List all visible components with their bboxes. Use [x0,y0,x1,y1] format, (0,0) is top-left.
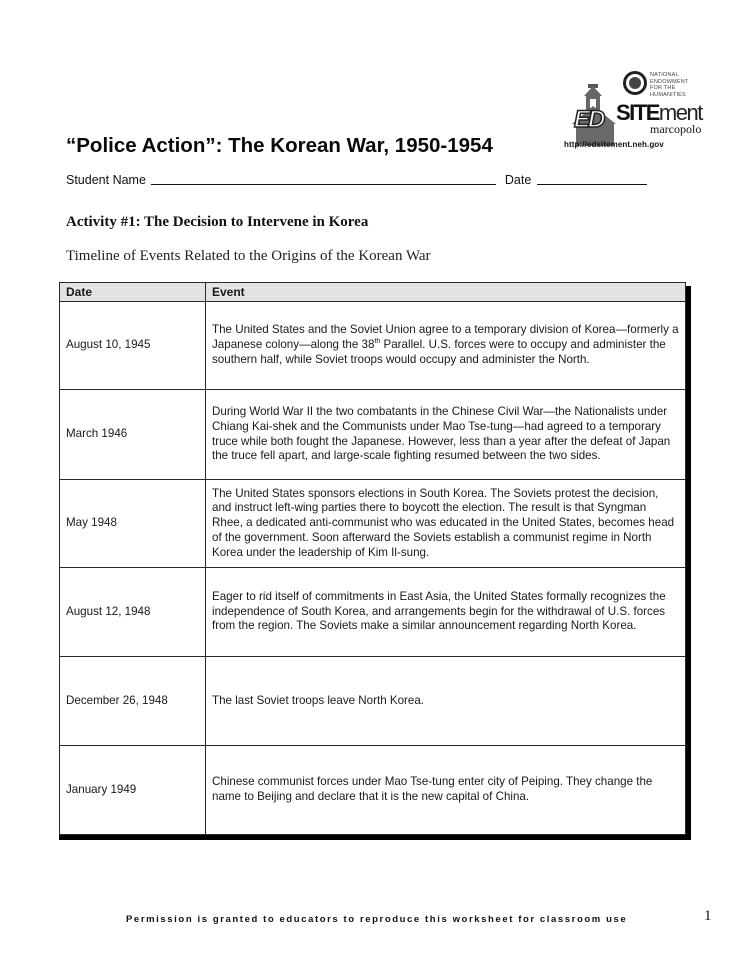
row-date: January 1949 [60,746,206,835]
row-event [206,302,686,390]
row-event: Eager to rid itself of commitments in East Asia, the United States formally recognizes the independence of South Korea, and arrangements begin for the withdrawal of U.S. forces from the region. The Soviets make a similar announcement regarding North Korea. [206,568,686,657]
activity-heading: Activity #1: The Decision to Intervene in Korea [66,214,369,230]
timeline-subheading: Timeline of Events Related to the Origins of the Korean War [66,248,431,264]
student-info-line [66,172,647,187]
ordinal-suffix: th [374,338,381,346]
brand-site: SITE [616,100,659,125]
table-header-row [60,283,686,302]
column-header-event: Event [206,283,686,302]
table-shadow-right [686,286,691,840]
brand-marcopolo: marcopolo [650,122,702,136]
org-line: FOR THE [650,85,676,91]
table-row [60,302,686,390]
row-date: May 1948 [60,480,206,568]
org-line: HUMANITIES [650,91,686,98]
row-date: March 1946 [60,390,206,480]
row-event: The last Soviet troops leave North Korea. [206,657,686,746]
page-number: 1 [704,908,712,924]
neh-seal-icon [622,70,648,96]
row-event: The United States sponsors elections in South Korea. The Soviets protest the decision, and instruct left-wing parties there to boycott the election. The result is that Syngman Rhee, a dedicated anti-communist who was educated in the United States, becomes head of the government. Soon afterward the Soviets establish a communist regime in North Korea under the leadership of Kim Il-sung. [206,480,686,568]
org-line: NATIONAL [650,72,679,78]
student-name-label: Student Name [66,173,146,187]
date-field[interactable] [537,172,647,185]
table-row [60,657,686,746]
permission-notice: Permission is granted to educators to reproduce this worksheet for classroom use [126,914,628,925]
org-line: ENDOWMENT [650,78,689,85]
table-row [60,746,686,835]
table-shadow-bottom [59,835,691,840]
brand-ed: ED [574,106,604,133]
date-label: Date [504,173,532,187]
timeline-table [59,282,686,835]
row-date: December 26, 1948 [60,657,206,746]
student-name-field[interactable] [151,172,496,185]
table-row [60,390,686,480]
site-url[interactable]: http://edsitement.neh.gov [564,140,664,149]
column-header-date: Date [60,283,206,302]
edsitement-logo [566,64,716,154]
row-event: During World War II the two combatants in the Chinese Civil War—the Nationalists under Chiang Kai-shek and the Communists under Mao Tse-tung—had agreed to a temporary truce while both fought the Japanese. However, less than a year after the defeat of Japan the truce fell apart, and large-scale fighting resumed between the two sides. [206,390,686,480]
table-row [60,480,686,568]
table-row [60,568,686,657]
page-title: “Police Action”: The Korean War, 1950-1954 [66,134,493,157]
timeline-table-wrapper [59,282,686,835]
event-text: The United States and the Soviet Union agree to a temporary division of Korea—formerly a Japanese colony—along the 38 [212,323,679,352]
row-date: August 12, 1948 [60,568,206,657]
neh-org-name [650,72,688,98]
row-date: August 10, 1945 [60,302,206,390]
row-event: Chinese communist forces under Mao Tse-tung enter city of Peiping. They change the name to Beijing and declare that it is the new capital of China. [206,746,686,835]
event-text: Parallel. U.S. forces were to occupy and administer the southern half, while Soviet troops would occupy and administer the North. [212,338,666,366]
brand-ment: ment [658,100,702,125]
